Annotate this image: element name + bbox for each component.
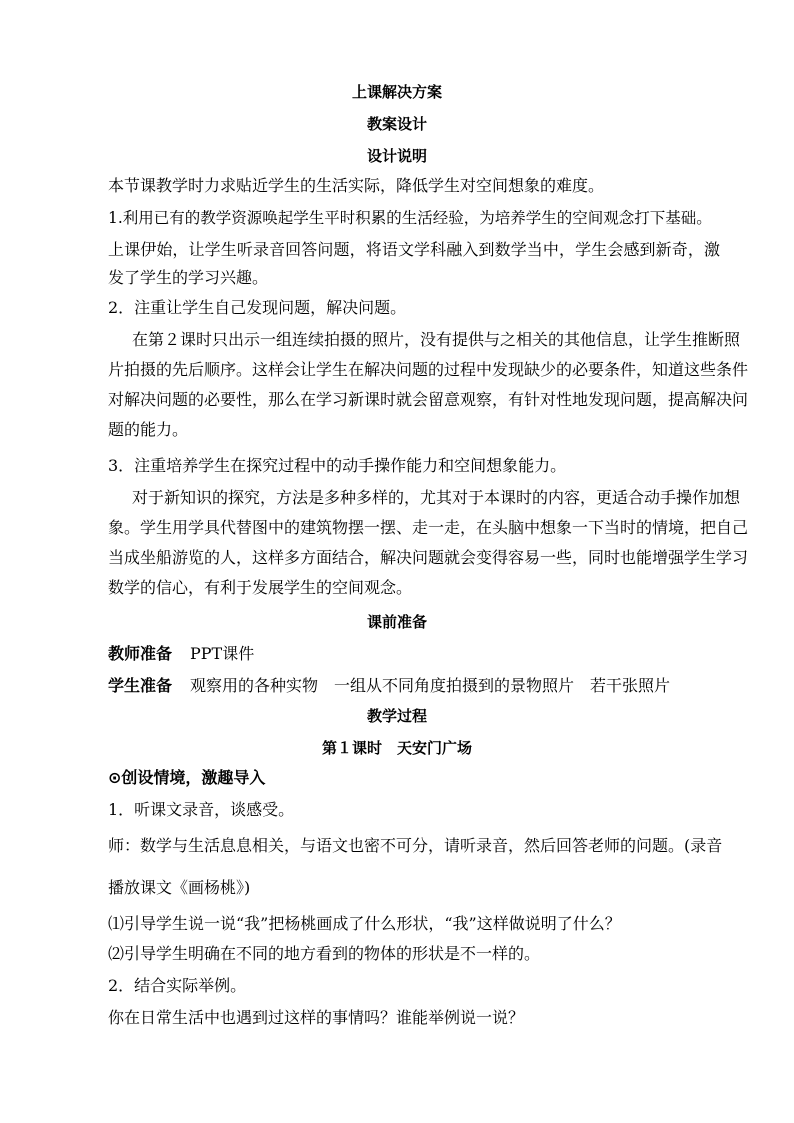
paragraph-point-3: 3．注重培养学生在探究过程中的动手操作能力和空间想象能力。 xyxy=(108,456,567,475)
paragraph-point-2-detail-line-2: 片拍摄的先后顺序。这样会让学生在解决问题的过程中发现缺少的必要条件，知道这些条件 xyxy=(108,360,749,379)
prep-teacher-row xyxy=(108,644,720,664)
paragraph-point-3-detail-line-2: 象。学生用学具代替图中的建筑物摆一摆、走一走，在头脑中想象一下当时的情境，把自己 xyxy=(108,518,749,537)
heading-lesson-1: 第１课时 天安门广场 xyxy=(321,739,472,757)
prep-teacher-label: 教师准备 xyxy=(108,644,173,663)
paragraph-point-2: 2．注重让学生自己发现问题，解决问题。 xyxy=(108,298,407,317)
paragraph-intro: 本节课教学时力求贴近学生的生活实际，降低学生对空间想象的难度。 xyxy=(108,176,605,195)
paragraph-point-1: 1.利用已有的教学资源唤起学生平时积累的生活经验，为培养学生的空间观念打下基础。 xyxy=(108,209,712,227)
process-question-1: ⑴引导学生说一说“我”把杨桃画成了什么形状，“我”这样做说明了什么？ xyxy=(108,914,621,933)
process-teacher-line-1: 师：数学与生活息息相关，与语文也密不可分，请听录音，然后回答老师的问题。(录音 xyxy=(108,836,723,855)
process-step-2: 2．结合实际举例。 xyxy=(108,976,247,995)
paragraph-point-3-detail-line-4: 数学的信心，有利于发展学生的空间观念。 xyxy=(108,578,413,597)
prep-student-label: 学生准备 xyxy=(108,676,173,695)
paragraph-point-2-detail-line-1: 在第２课时只出示一组连续拍摄的照片，没有提供与之相关的其他信息，让学生推断照 xyxy=(132,330,741,349)
process-intro: ⊙创设情境，激趣导入 xyxy=(108,768,266,787)
prep-student-row xyxy=(108,676,720,696)
heading-process: 教学过程 xyxy=(366,707,427,725)
process-teacher-line-2: 播放课文《画杨桃》) xyxy=(108,878,251,897)
heading-design-notes: 设计说明 xyxy=(366,147,427,165)
paragraph-point-3-detail-line-1: 对于新知识的探究，方法是多种多样的，尤其对于本课时的内容，更适合动手操作加想 xyxy=(132,488,741,507)
process-question-2: ⑵引导学生明确在不同的地方看到的物体的形状是不一样的。 xyxy=(108,944,541,963)
prep-teacher-items: PPT课件 xyxy=(190,644,255,663)
paragraph-point-2-detail-line-3: 对解决问题的必要性，那么在学习新课时就会留意观察，有针对性地发现问题，提高解决问 xyxy=(108,390,749,409)
heading-prep: 课前准备 xyxy=(366,613,427,631)
paragraph-point-1-detail-line-2: 发了学生的学习兴趣。 xyxy=(108,268,269,287)
paragraph-point-3-detail-line-3: 当成坐船游览的人，这样多方面结合，解决问题就会变得容易一些，同时也能增强学生学习 xyxy=(108,548,749,567)
process-ask: 你在日常生活中也遇到过这样的事情吗？谁能举例说一说？ xyxy=(108,1008,525,1027)
heading-lesson-design: 教案设计 xyxy=(366,115,427,133)
paragraph-point-1-detail-line-1: 上课伊始，让学生听录音回答问题，将语文学科融入到数学当中，学生会感到新奇，激 xyxy=(108,240,720,259)
prep-student-items: 观察用的各种实物 一组从不同角度拍摄到的景物照片 若干张照片 xyxy=(190,676,671,695)
heading-solution: 上课解决方案 xyxy=(351,83,442,101)
paragraph-point-2-detail-line-4: 题的能力。 xyxy=(108,420,189,439)
process-step-1: 1．听课文录音，谈感受。 xyxy=(108,800,295,819)
